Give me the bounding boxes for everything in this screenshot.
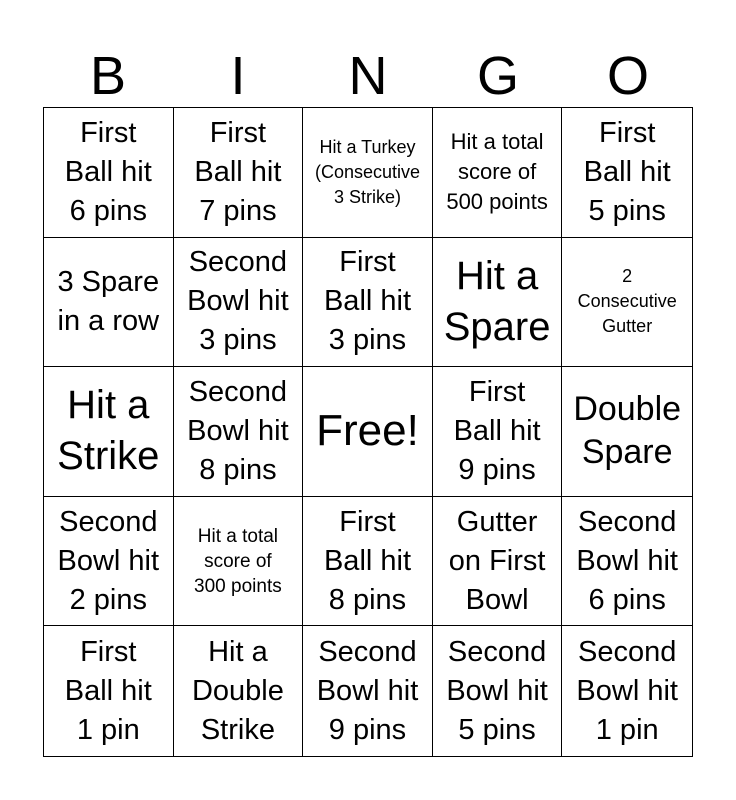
bingo-cell-r3c5[interactable] [562, 367, 692, 497]
cell-text: First Ball hit 6 pins [64, 116, 152, 227]
bingo-cell-r2c3[interactable] [303, 238, 433, 368]
bingo-cell-r4c1[interactable] [44, 497, 174, 627]
cell-text: Second Bowl hit 5 pins [446, 635, 548, 746]
bingo-cell-r1c1[interactable] [44, 108, 174, 238]
bingo-cell-r3c2[interactable] [174, 367, 304, 497]
bingo-cell-r4c4[interactable] [433, 497, 563, 627]
cell-text: Second Bowl hit 9 pins [316, 635, 419, 746]
cell-text: 2 Consecutive Gutter [577, 266, 677, 337]
bingo-cell-r1c3[interactable] [303, 108, 433, 238]
header-letter-o: O [606, 46, 649, 106]
bingo-board [43, 107, 693, 757]
bingo-cell-r2c2[interactable] [174, 238, 304, 368]
bingo-cell-r5c1[interactable] [44, 626, 174, 756]
header-letter-g: G [476, 46, 519, 106]
bingo-cell-r3c4[interactable] [433, 367, 563, 497]
cell-text: 3 Spare in a row [57, 265, 160, 337]
bingo-cell-r2c1[interactable] [44, 238, 174, 368]
cell-text: First Ball hit 9 pins [453, 375, 541, 486]
bingo-cell-r4c2[interactable] [174, 497, 304, 627]
bingo-cell-r1c2[interactable] [174, 108, 304, 238]
bingo-cell-r1c5[interactable] [562, 108, 692, 238]
cell-text: Gutter on First Bowl [448, 505, 546, 616]
cell-text: First Ball hit 8 pins [323, 505, 412, 616]
cell-text: First Ball hit 3 pins [323, 246, 412, 357]
cell-text: Second Bowl hit 2 pins [57, 505, 160, 616]
header-letter-b: B [89, 46, 127, 106]
bingo-cell-r4c5[interactable] [562, 497, 692, 627]
bingo-cell-r4c3[interactable] [303, 497, 433, 627]
header-letter-n: N [348, 46, 388, 106]
cell-text: Second Bowl hit 8 pins [187, 375, 289, 486]
bingo-header [43, 44, 693, 108]
cell-text: Hit a Strike [57, 383, 160, 479]
cell-text: Second Bowl hit 3 pins [187, 246, 289, 357]
bingo-cell-r5c3[interactable] [303, 626, 433, 756]
cell-text: First Ball hit 5 pins [583, 116, 671, 227]
cell-text: First Ball hit 7 pins [194, 116, 282, 227]
cell-text: Hit a total score of 300 points [194, 525, 282, 597]
bingo-cell-r5c2[interactable] [174, 626, 304, 756]
cell-text: Hit a Spare [443, 253, 551, 349]
cell-text: Hit a Double Strike [191, 635, 284, 746]
cell-text: Double Spare [573, 390, 682, 472]
bingo-cell-r1c4[interactable] [433, 108, 563, 238]
bingo-cell-r2c4[interactable] [433, 238, 563, 368]
cell-text: Hit a Turkey (Consecutive 3 Strike) [314, 136, 421, 207]
header-letter-i: I [230, 46, 246, 106]
bingo-cell-r3c3-free[interactable] [303, 367, 433, 497]
free-space-text: Free! [316, 406, 419, 456]
cell-text: Second Bowl hit 1 pin [576, 635, 678, 746]
bingo-cell-r5c4[interactable] [433, 626, 563, 756]
cell-text: Hit a total score of 500 points [446, 129, 548, 215]
bingo-cell-r3c1[interactable] [44, 367, 174, 497]
bingo-cell-r5c5[interactable] [562, 626, 692, 756]
bingo-cell-r2c5[interactable] [562, 238, 692, 368]
cell-text: First Ball hit 1 pin [64, 635, 152, 746]
cell-text: Second Bowl hit 6 pins [576, 505, 678, 616]
